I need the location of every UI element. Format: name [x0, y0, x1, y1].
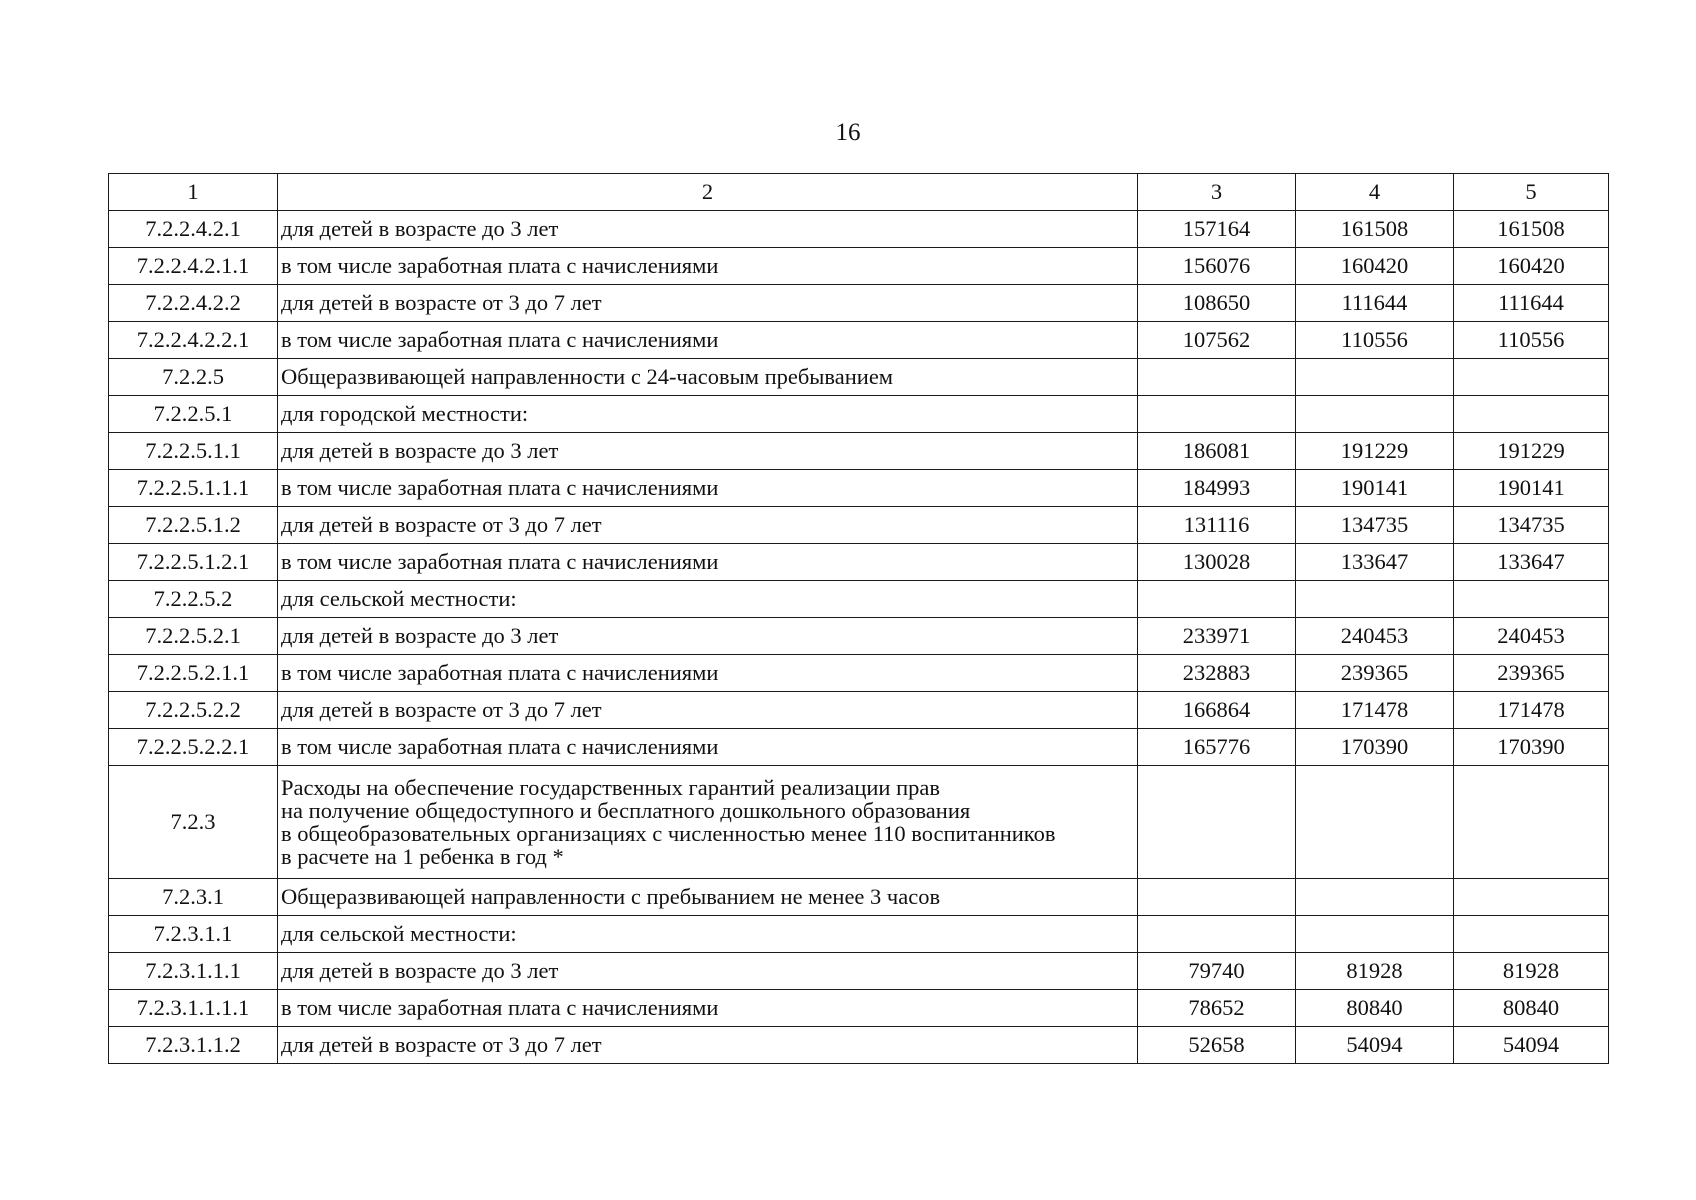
- row-code: 7.2.2.5.1.2: [109, 507, 278, 544]
- table-row: [109, 433, 1609, 470]
- row-description: для детей в возрасте от 3 до 7 лет: [278, 507, 1138, 544]
- table-row: [109, 879, 1609, 916]
- row-code: 7.2.2.5: [109, 359, 278, 396]
- row-description: в том числе заработная плата с начислениями: [278, 248, 1138, 285]
- row-code: 7.2.3.1.1.1: [109, 953, 278, 990]
- table-row: [109, 729, 1609, 766]
- row-value-col4: 81928: [1296, 953, 1454, 990]
- row-value-col5: 160420: [1454, 248, 1609, 285]
- row-value-col3: 165776: [1138, 729, 1296, 766]
- row-value-col3: 79740: [1138, 953, 1296, 990]
- row-code: 7.2.2.5.1.1.1: [109, 470, 278, 507]
- row-value-col3: [1138, 766, 1296, 879]
- table-row: [109, 544, 1609, 581]
- description-line-3: в общеобразовательных организациях с численностью менее 110 воспитанников: [281, 821, 1056, 846]
- table-row: [109, 1027, 1609, 1064]
- row-value-col3: 107562: [1138, 322, 1296, 359]
- row-description: в том числе заработная плата с начислениями: [278, 322, 1138, 359]
- row-description: для детей в возрасте от 3 до 7 лет: [278, 285, 1138, 322]
- row-value-col5: 240453: [1454, 618, 1609, 655]
- row-description-multiline: [278, 766, 1138, 879]
- row-value-col3: 156076: [1138, 248, 1296, 285]
- row-value-col3: [1138, 879, 1296, 916]
- row-value-col4: 134735: [1296, 507, 1454, 544]
- row-description: Общеразвивающей направленности с пребыванием не менее 3 часов: [278, 879, 1138, 916]
- row-description: для детей в возрасте от 3 до 7 лет: [278, 1027, 1138, 1064]
- table-row: [109, 322, 1609, 359]
- row-value-col4: 240453: [1296, 618, 1454, 655]
- row-value-col5: 161508: [1454, 211, 1609, 248]
- column-header-5: 5: [1454, 174, 1609, 211]
- row-description: для детей в возрасте до 3 лет: [278, 953, 1138, 990]
- row-value-col4: [1296, 581, 1454, 618]
- row-value-col5: 133647: [1454, 544, 1609, 581]
- row-description: в том числе заработная плата с начислениями: [278, 990, 1138, 1027]
- table-row: [109, 916, 1609, 953]
- row-code: 7.2.3.1.1.1.1: [109, 990, 278, 1027]
- row-value-col5: 111644: [1454, 285, 1609, 322]
- row-value-col5: [1454, 396, 1609, 433]
- row-value-col3: 166864: [1138, 692, 1296, 729]
- row-value-col4: 80840: [1296, 990, 1454, 1027]
- row-description: для сельской местности:: [278, 916, 1138, 953]
- row-value-col3: 233971: [1138, 618, 1296, 655]
- table-row: [109, 285, 1609, 322]
- row-value-col5: 191229: [1454, 433, 1609, 470]
- row-description: в том числе заработная плата с начислениями: [278, 544, 1138, 581]
- row-value-col4: 190141: [1296, 470, 1454, 507]
- row-code: 7.2.2.5.1.1: [109, 433, 278, 470]
- table-row: [109, 953, 1609, 990]
- row-value-col3: 232883: [1138, 655, 1296, 692]
- row-description: Общеразвивающей направленности с 24-часовым пребыванием: [278, 359, 1138, 396]
- row-value-col4: [1296, 359, 1454, 396]
- row-value-col4: 191229: [1296, 433, 1454, 470]
- row-value-col5: 134735: [1454, 507, 1609, 544]
- row-value-col3: [1138, 916, 1296, 953]
- row-value-col4: 171478: [1296, 692, 1454, 729]
- table-row: [109, 692, 1609, 729]
- row-value-col5: [1454, 879, 1609, 916]
- table-row: [109, 211, 1609, 248]
- row-value-col5: 170390: [1454, 729, 1609, 766]
- row-value-col3: 131116: [1138, 507, 1296, 544]
- row-value-col4: 110556: [1296, 322, 1454, 359]
- cost-table: [108, 173, 1609, 1064]
- table-row: [109, 359, 1609, 396]
- row-value-col4: [1296, 879, 1454, 916]
- row-description: в том числе заработная плата с начислениями: [278, 655, 1138, 692]
- row-value-col3: 130028: [1138, 544, 1296, 581]
- row-code: 7.2.2.5.2.2.1: [109, 729, 278, 766]
- row-description: для детей в возрасте от 3 до 7 лет: [278, 692, 1138, 729]
- row-description: для городской местности:: [278, 396, 1138, 433]
- table-row: [109, 248, 1609, 285]
- row-value-col3: [1138, 359, 1296, 396]
- table-row: [109, 618, 1609, 655]
- row-code: 7.2.2.4.2.2: [109, 285, 278, 322]
- row-value-col5: 239365: [1454, 655, 1609, 692]
- row-value-col3: [1138, 581, 1296, 618]
- row-code: 7.2.2.4.2.1: [109, 211, 278, 248]
- table-header-row: [109, 174, 1609, 211]
- row-value-col3: 157164: [1138, 211, 1296, 248]
- row-description: в том числе заработная плата с начислениями: [278, 729, 1138, 766]
- row-value-col5: [1454, 359, 1609, 396]
- description-line-4: в расчете на 1 ребенка в год *: [281, 844, 564, 869]
- row-value-col4: 161508: [1296, 211, 1454, 248]
- row-value-col5: 80840: [1454, 990, 1609, 1027]
- row-value-col4: 170390: [1296, 729, 1454, 766]
- table-row: [109, 470, 1609, 507]
- row-code: 7.2.2.4.2.2.1: [109, 322, 278, 359]
- table-row: [109, 507, 1609, 544]
- row-value-col4: 54094: [1296, 1027, 1454, 1064]
- row-value-col5: 190141: [1454, 470, 1609, 507]
- row-value-col5: 171478: [1454, 692, 1609, 729]
- row-description: для детей в возрасте до 3 лет: [278, 618, 1138, 655]
- row-value-col5: [1454, 916, 1609, 953]
- column-header-1: 1: [109, 174, 278, 211]
- table-row: [109, 990, 1609, 1027]
- table-row-multiline: [109, 766, 1609, 879]
- description-line-1: Расходы на обеспечение государственных гарантий реализации прав: [281, 775, 941, 800]
- row-code: 7.2.2.5.1.2.1: [109, 544, 278, 581]
- row-value-col4: 111644: [1296, 285, 1454, 322]
- row-value-col5: [1454, 581, 1609, 618]
- row-value-col3: 52658: [1138, 1027, 1296, 1064]
- row-code: 7.2.2.4.2.1.1: [109, 248, 278, 285]
- column-header-3: 3: [1138, 174, 1296, 211]
- row-value-col3: [1138, 396, 1296, 433]
- description-line-2: на получение общедоступного и бесплатного дошкольного образования: [281, 798, 971, 823]
- row-value-col3: 186081: [1138, 433, 1296, 470]
- row-code: 7.2.3.1.1: [109, 916, 278, 953]
- column-header-2: 2: [278, 174, 1138, 211]
- row-code: 7.2.2.5.1: [109, 396, 278, 433]
- table-row: [109, 581, 1609, 618]
- row-description: для детей в возрасте до 3 лет: [278, 211, 1138, 248]
- column-header-4: 4: [1296, 174, 1454, 211]
- row-code: 7.2.2.5.2.1: [109, 618, 278, 655]
- table-row: [109, 396, 1609, 433]
- row-value-col5: 54094: [1454, 1027, 1609, 1064]
- row-value-col3: 184993: [1138, 470, 1296, 507]
- row-code: 7.2.3: [109, 766, 278, 879]
- row-code: 7.2.2.5.2: [109, 581, 278, 618]
- row-value-col5: 81928: [1454, 953, 1609, 990]
- row-value-col3: 78652: [1138, 990, 1296, 1027]
- row-description: для детей в возрасте до 3 лет: [278, 433, 1138, 470]
- row-value-col4: 133647: [1296, 544, 1454, 581]
- row-value-col4: [1296, 396, 1454, 433]
- row-description: для сельской местности:: [278, 581, 1138, 618]
- row-value-col5: 110556: [1454, 322, 1609, 359]
- row-code: 7.2.3.1: [109, 879, 278, 916]
- page-number: 16: [835, 119, 861, 146]
- row-value-col4: 239365: [1296, 655, 1454, 692]
- row-value-col4: [1296, 916, 1454, 953]
- row-value-col3: 108650: [1138, 285, 1296, 322]
- row-code: 7.2.2.5.2.1.1: [109, 655, 278, 692]
- row-code: 7.2.2.5.2.2: [109, 692, 278, 729]
- row-code: 7.2.3.1.1.2: [109, 1027, 278, 1064]
- row-value-col4: [1296, 766, 1454, 879]
- table-row: [109, 655, 1609, 692]
- row-value-col4: 160420: [1296, 248, 1454, 285]
- row-value-col5: [1454, 766, 1609, 879]
- row-description: в том числе заработная плата с начислениями: [278, 470, 1138, 507]
